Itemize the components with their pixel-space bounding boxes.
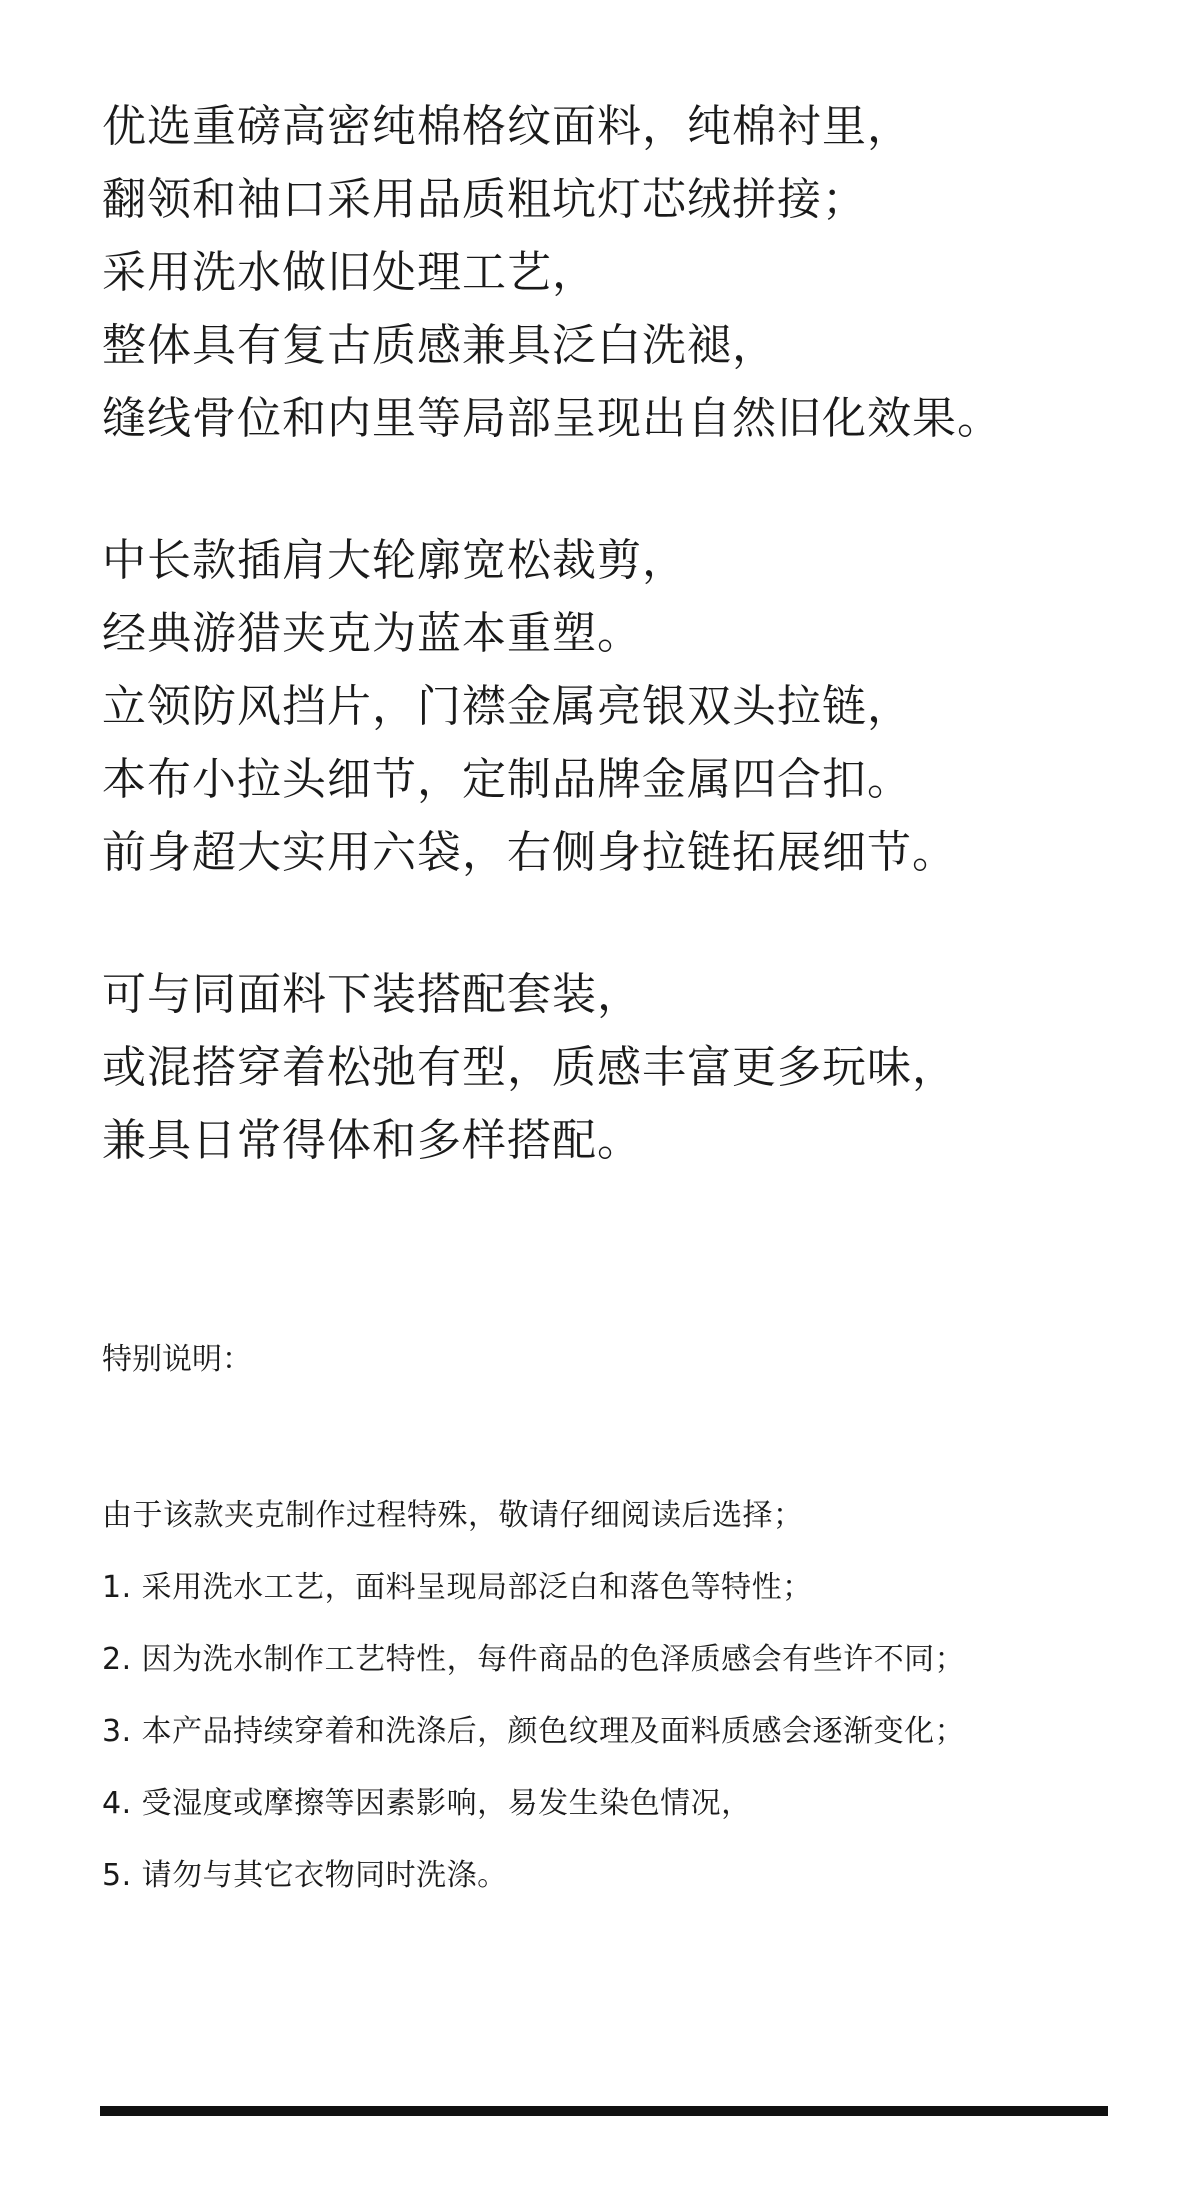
text-line: 前身超大实用六袋，右侧身拉链拓展细节。 xyxy=(102,827,957,878)
note-line: 由于该款夹克制作过程特殊，敬请仔细阅读后选择； xyxy=(102,1498,804,1533)
text-line: 采用洗水做旧处理工艺， xyxy=(102,247,597,298)
text-line: 中长款插肩大轮廓宽松裁剪， xyxy=(102,535,687,586)
note-line: 5. 请勿与其它衣物同时洗涤。 xyxy=(102,1858,508,1893)
text-line: 优选重磅高密纯棉格纹面料，纯棉衬里， xyxy=(102,101,912,152)
description-paragraph-cut xyxy=(102,524,1162,889)
text-line: 立领防风挡片，门襟金属亮银双头拉链， xyxy=(102,681,912,732)
note-line: 3. 本产品持续穿着和洗涤后，颜色纹理及面料质感会逐渐变化； xyxy=(102,1714,966,1749)
special-notes-list xyxy=(102,1480,1162,1912)
text-line: 缝线骨位和内里等局部呈现出自然旧化效果。 xyxy=(102,393,1002,444)
special-notes-title: 特别说明： xyxy=(102,1342,252,1377)
text-line: 整体具有复古质感兼具泛白洗褪， xyxy=(102,320,777,371)
text-line: 本布小拉头细节，定制品牌金属四合扣。 xyxy=(102,754,912,805)
footer-divider xyxy=(100,2106,1108,2116)
text-line: 可与同面料下装搭配套装， xyxy=(102,969,642,1020)
note-line: 2. 因为洗水制作工艺特性，每件商品的色泽质感会有些许不同； xyxy=(102,1642,966,1677)
text-line: 翻领和袖口采用品质粗坑灯芯绒拼接； xyxy=(102,174,867,225)
note-line: 4. 受湿度或摩擦等因素影响，易发生染色情况， xyxy=(102,1786,752,1821)
text-line: 经典游猎夹克为蓝本重塑。 xyxy=(102,608,642,659)
note-line: 1. 采用洗水工艺，面料呈现局部泛白和落色等特性； xyxy=(102,1570,813,1605)
description-paragraph-styling xyxy=(102,958,1162,1177)
text-line: 兼具日常得体和多样搭配。 xyxy=(102,1115,642,1166)
description-paragraph-fabric xyxy=(102,90,1162,455)
text-line: 或混搭穿着松弛有型，质感丰富更多玩味， xyxy=(102,1042,957,1093)
